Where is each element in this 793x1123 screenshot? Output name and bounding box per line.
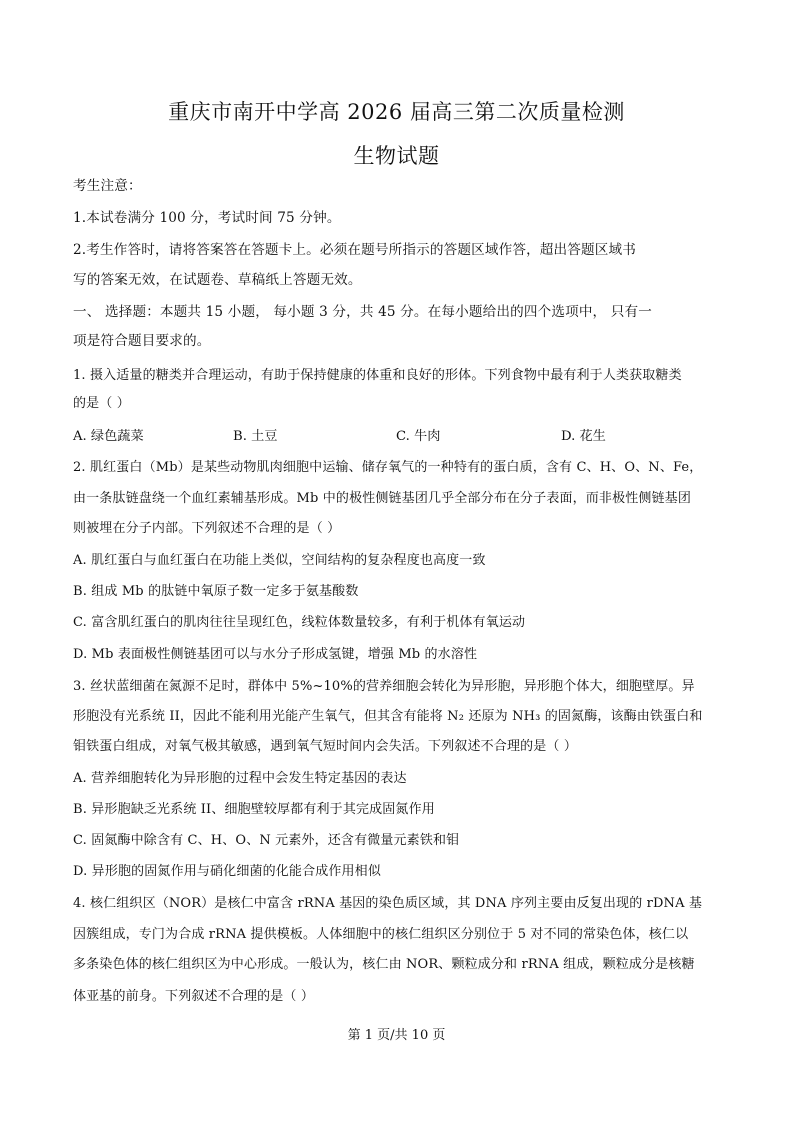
q1-stem-line-2: 的是（ ） [73,396,130,411]
q4-stem-line-2: 因簇组成，专门为合成 rRNA 提供模板。人体细胞中的核仁组织区分别位于 5 对不同的常染色体，核仁以 [73,927,689,942]
exam-title: 重庆市南开中学高 2026 届高三第二次质量检测 [168,100,625,124]
q1-option-a: A. 绿色蔬菜 [73,429,144,444]
q3-stem-line-3: 钼铁蛋白组成，对氧气极其敏感，遇到氧气短时间内会失活。下列叙述不合理的是（ ） [73,739,577,754]
page-footer: 第 1 页/共 10 页 [347,1028,446,1043]
q1-option-d: D. 花生 [561,429,606,444]
q3-option-c: C. 固氮酶中除含有 C、H、O、N 元素外，还含有微量元素铁和钼 [73,833,460,848]
q3-option-d: D. 异形胞的固氮作用与硝化细菌的化能合成作用相似 [73,864,381,879]
q2-option-c: C. 富含肌红蛋白的肌肉往往呈现红色，线粒体数量较多，有利于机体有氧运动 [73,615,526,630]
q4-stem-line-4: 体亚基的前身。下列叙述不合理的是（ ） [73,989,314,1004]
q1-option-b: B. 土豆 [233,429,278,444]
notice-heading: 考生注意： [73,178,142,194]
q2-option-b: B. 组成 Mb 的肽链中氧原子数一定多于氨基酸数 [73,584,359,599]
section-heading-line-2: 项是符合题目要求的。 [73,333,211,349]
notice-item-2-line-1: 2.考生作答时，请将答案答在答题卡上。必须在题号所指示的答题区域作答，超出答题区域书 [73,242,637,258]
q2-stem-line-1: 2. 肌红蛋白（Mb）是某些动物肌肉细胞中运输、储存氧气的一种特有的蛋白质，含有 C、H、O、N、Fe， [73,460,703,475]
q1-option-c: C. 牛肉 [396,429,441,444]
section-heading-line-1: 一、 选择题：本题共 15 小题， 每小题 3 分，共 45 分。在每小题给出的四个选项中， 只有一 [73,304,653,320]
q1-stem-line-1: 1. 摄入适量的糖类并合理运动，有助于保持健康的体重和良好的形体。下列食物中最有利于人类获取糖类 [73,368,682,383]
q2-option-d: D. Mb 表面极性侧链基团可以与水分子形成氢键，增强 Mb 的水溶性 [73,647,478,662]
q3-stem-line-2: 形胞没有光系统 II，因此不能利用光能产生氧气，但其含有能将 N₂ 还原为 NH₃ 的固氮酶，该酶由铁蛋白和 [73,709,703,724]
q4-stem-line-1: 4. 核仁组织区（NOR）是核仁中富含 rRNA 基因的染色质区域，其 DNA 序列主要由反复出现的 rDNA 基 [73,896,703,911]
notice-item-2-line-2: 写的答案无效，在试题卷、草稿纸上答题无效。 [73,272,362,288]
notice-item-1: 1.本试卷满分 100 分，考试时间 75 分钟。 [73,210,341,226]
q3-option-a: A. 营养细胞转化为异形胞的过程中会发生特定基因的表达 [73,771,407,786]
q2-stem-line-3: 则被埋在分子内部。下列叙述不合理的是（ ） [73,521,341,536]
q3-stem-line-1: 3. 丝状蓝细菌在氮源不足时，群体中 5%~10%的营养细胞会转化为异形胞，异形胞个体大，细胞壁厚。异 [73,679,695,694]
q4-stem-line-3: 多条染色体的核仁组织区为中心形成。一般认为，核仁由 NOR、颗粒成分和 rRNA 组成，颗粒成分是核糖 [73,957,695,972]
exam-subtitle: 生物试题 [353,144,440,168]
q2-stem-line-2: 由一条肽链盘绕一个血红素辅基形成。Mb 中的极性侧链基团几乎全部分布在分子表面，而非极性侧链基团 [73,491,691,506]
q3-option-b: B. 异形胞缺乏光系统 II、细胞壁较厚都有利于其完成固氮作用 [73,802,435,817]
q2-option-a: A. 肌红蛋白与血红蛋白在功能上类似，空间结构的复杂程度也高度一致 [73,553,486,568]
